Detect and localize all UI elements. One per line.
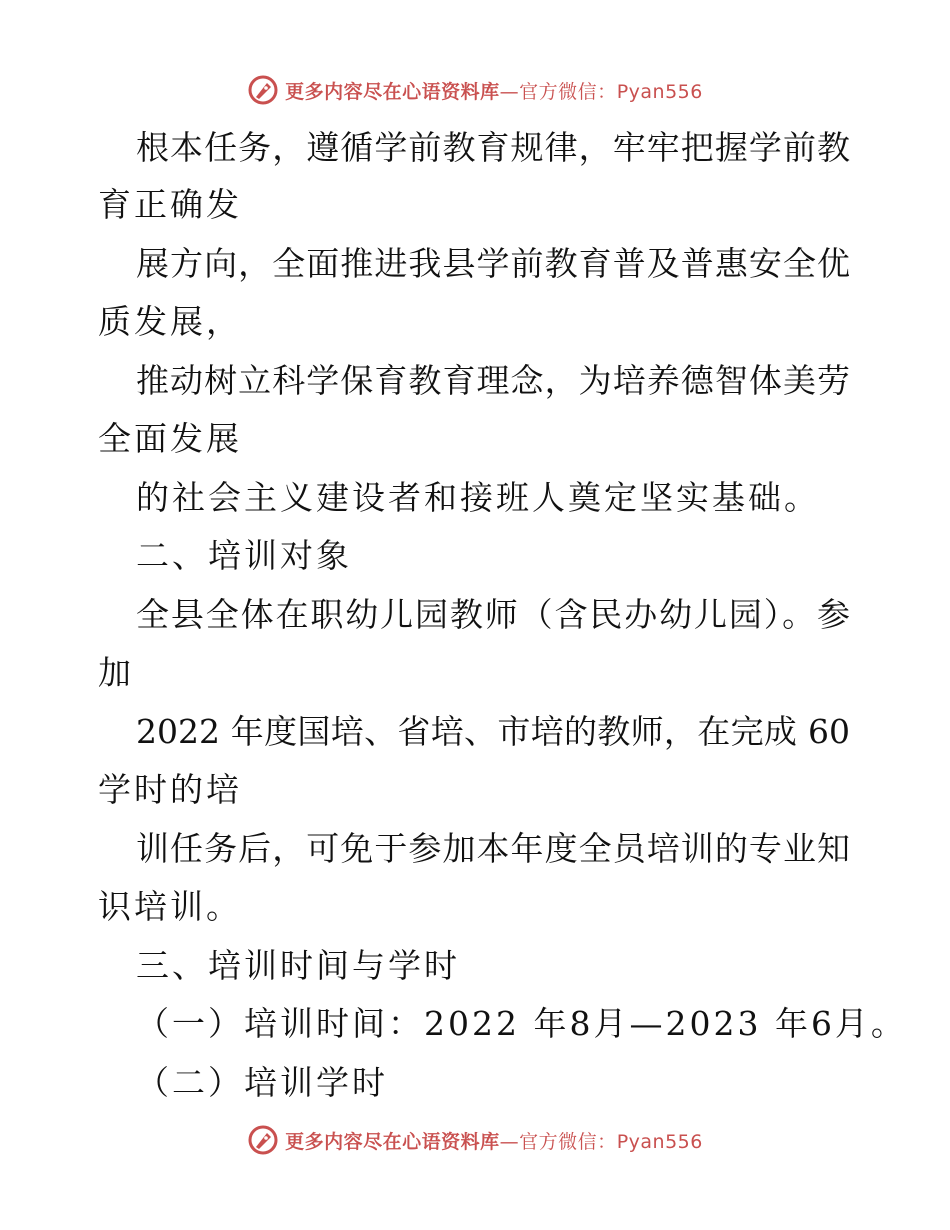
body-line-11: 2022 年度国培、省培、市培的教师，在完成 60 [136, 712, 850, 751]
pen-nib-logo-icon [247, 74, 279, 106]
section-heading-2: 二、培训对象 [136, 536, 352, 575]
body-line-10: 加 [98, 653, 134, 692]
footer-watermark-text: 更多内容尽在心语资料库—官方微信：Pyan556 [285, 1130, 703, 1153]
pen-nib-logo-icon [247, 1124, 279, 1156]
body-line-6: 全面发展 [98, 419, 242, 458]
body-line-7: 的社会主义建设者和接班人奠定坚实基础。 [136, 478, 820, 517]
body-line-3: 展方向，全面推进我县学前教育普及普惠安全优 [136, 244, 850, 283]
body-line-12: 学时的培 [98, 770, 242, 809]
section-heading-3: 三、培训时间与学时 [136, 946, 460, 985]
body-line-1: 根本任务，遵循学前教育规律，牢牢把握学前教 [136, 128, 850, 167]
body-line-5: 推动树立科学保育教育理念，为培养德智体美劳 [136, 361, 850, 400]
footer-watermark-banner [0, 1120, 950, 1160]
body-line-14: 识培训。 [98, 887, 242, 926]
body-line-4: 质发展， [98, 302, 242, 341]
body-line-13: 训任务后，可免于参加本年度全员培训的专业知 [136, 829, 850, 868]
header-watermark-text: 更多内容尽在心语资料库—官方微信：Pyan556 [285, 80, 703, 103]
body-line-9: 全县全体在职幼儿园教师（含民办幼儿园）。参 [136, 595, 850, 634]
subsection-training-time: （一）培训时间：2022 年8月—2023 年6月。 [136, 1004, 907, 1043]
header-watermark-banner [0, 70, 950, 110]
subsection-training-hours: （二）培训学时 [136, 1063, 388, 1102]
body-line-2: 育正确发 [98, 185, 242, 224]
